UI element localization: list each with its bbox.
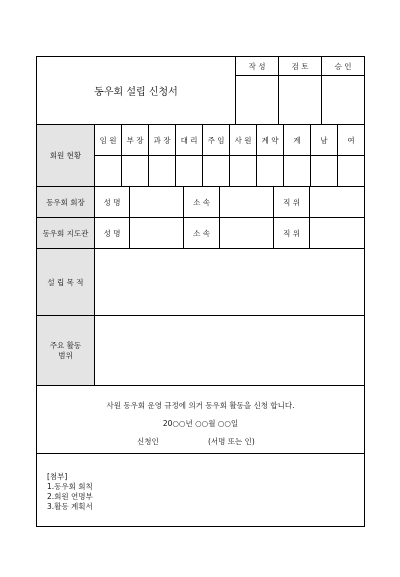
activity-scope-label-line1: 주요 활동 bbox=[49, 340, 82, 350]
attachment-item: 2.회원 연명부 bbox=[47, 492, 93, 501]
member-count-total[interactable] bbox=[284, 156, 311, 187]
leader-position-field[interactable] bbox=[310, 187, 364, 218]
attachment-item: 1.동우회 회칙 bbox=[47, 482, 93, 491]
applicant-label: 신청인 bbox=[137, 437, 159, 446]
approval-header-review: 검 토 bbox=[279, 57, 322, 76]
purpose-label: 설 립 목 적 bbox=[37, 249, 95, 316]
member-col-executive: 임 원 bbox=[95, 125, 122, 156]
leader-affiliation-field[interactable] bbox=[220, 187, 274, 218]
member-count-assistant-manager[interactable] bbox=[176, 156, 203, 187]
member-col-general-manager: 부 장 bbox=[122, 125, 149, 156]
activity-scope-label-line2: 범위 bbox=[58, 350, 73, 360]
approval-sign-draft[interactable] bbox=[236, 76, 279, 125]
advisor-affiliation-label: 소 속 bbox=[184, 218, 220, 249]
application-form bbox=[36, 56, 365, 527]
member-col-manager: 과 장 bbox=[149, 125, 176, 156]
advisor-name-field[interactable] bbox=[130, 218, 184, 249]
statement-date: 20○○년 ○○월 ○○일 bbox=[162, 419, 239, 428]
activity-scope-label bbox=[37, 316, 95, 386]
signature-note: (서명 또는 인) bbox=[208, 437, 255, 446]
member-status-label: 회원 현황 bbox=[37, 125, 95, 187]
approval-header-approve: 승 인 bbox=[322, 57, 364, 76]
member-count-female[interactable] bbox=[338, 156, 364, 187]
statement-text: 사원 동우회 운영 규정에 의거 동우회 활동을 신청 합니다. bbox=[106, 401, 295, 410]
advisor-position-label: 직 위 bbox=[274, 218, 310, 249]
form-title: 동우회 설립 신청서 bbox=[37, 57, 236, 125]
purpose-field[interactable] bbox=[95, 249, 364, 316]
member-col-assistant-manager: 대 리 bbox=[176, 125, 203, 156]
approval-header-draft: 작 성 bbox=[236, 57, 279, 76]
member-count-general-manager[interactable] bbox=[122, 156, 149, 187]
attachments-block bbox=[37, 454, 364, 526]
leader-position-label: 직 위 bbox=[274, 187, 310, 218]
advisor-position-field[interactable] bbox=[310, 218, 364, 249]
member-count-manager[interactable] bbox=[149, 156, 176, 187]
attachments-heading: [첨부] bbox=[47, 472, 68, 481]
advisor-label: 동우회 지도관 bbox=[37, 218, 95, 249]
activity-scope-field[interactable] bbox=[95, 316, 364, 386]
member-col-female: 여 bbox=[338, 125, 364, 156]
member-count-staff[interactable] bbox=[230, 156, 257, 187]
member-count-senior-staff[interactable] bbox=[203, 156, 230, 187]
leader-label: 동우회 회장 bbox=[37, 187, 95, 218]
member-col-contract: 계 약 bbox=[257, 125, 284, 156]
statement-block bbox=[37, 386, 364, 454]
member-col-male: 남 bbox=[311, 125, 338, 156]
member-count-male[interactable] bbox=[311, 156, 338, 187]
approval-sign-approve[interactable] bbox=[322, 76, 364, 125]
member-col-total: 계 bbox=[284, 125, 311, 156]
leader-name-field[interactable] bbox=[130, 187, 184, 218]
leader-name-label: 성 명 bbox=[95, 187, 130, 218]
attachments-list bbox=[47, 472, 93, 512]
approval-sign-review[interactable] bbox=[279, 76, 322, 125]
member-count-contract[interactable] bbox=[257, 156, 284, 187]
advisor-affiliation-field[interactable] bbox=[220, 218, 274, 249]
attachment-item: 3.활동 계획서 bbox=[47, 502, 93, 511]
member-col-staff: 사 원 bbox=[230, 125, 257, 156]
leader-affiliation-label: 소 속 bbox=[184, 187, 220, 218]
member-col-senior-staff: 주 임 bbox=[203, 125, 230, 156]
member-count-executive[interactable] bbox=[95, 156, 122, 187]
advisor-name-label: 성 명 bbox=[95, 218, 130, 249]
